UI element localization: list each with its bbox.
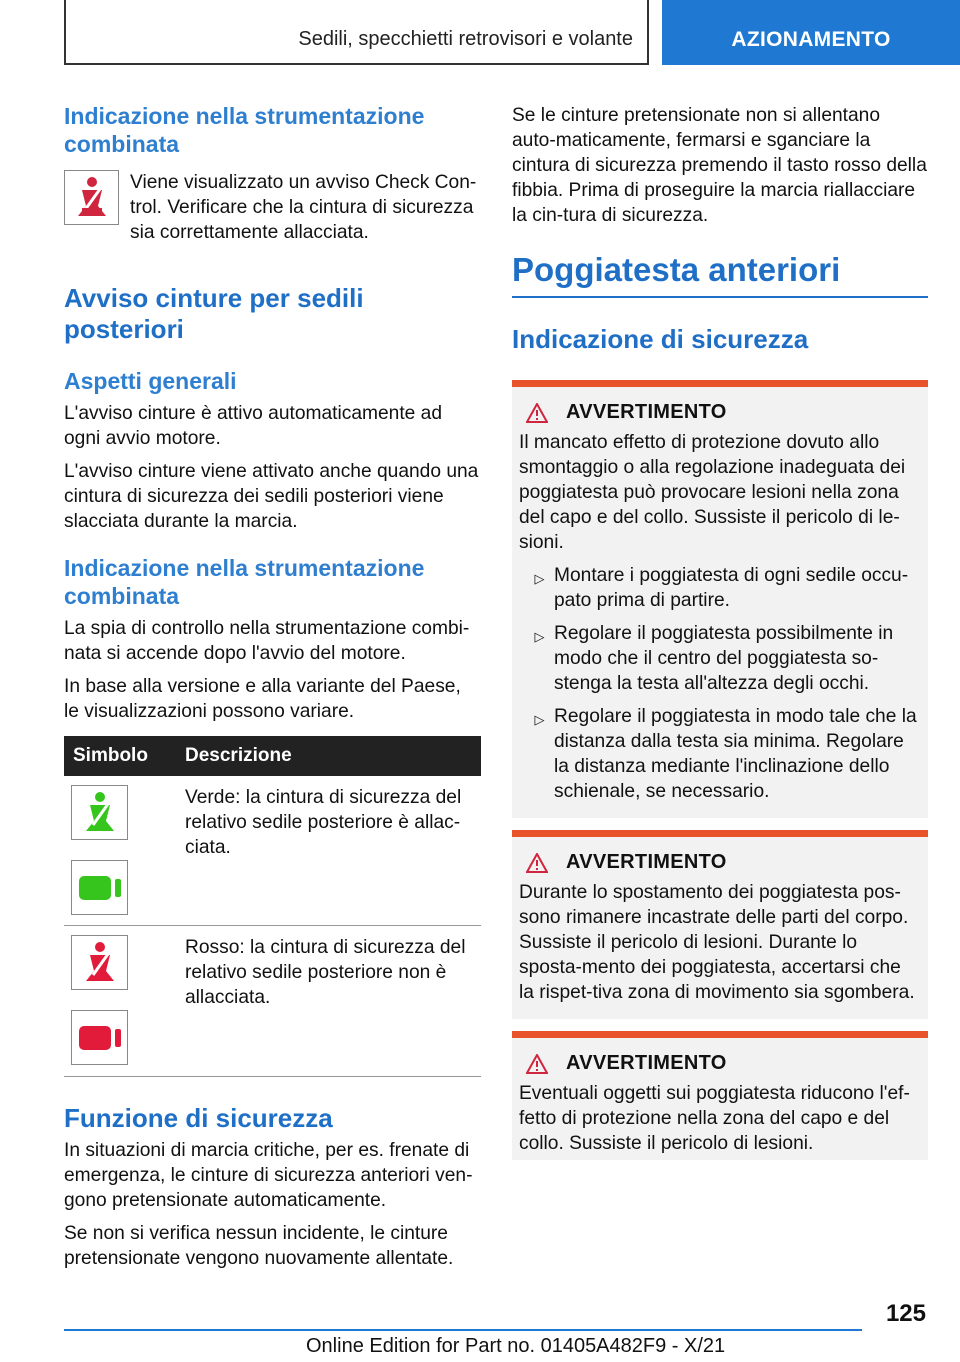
seatbelt-warning-icon — [64, 170, 119, 225]
warning-content — [512, 837, 928, 1019]
page-number: 125 — [885, 1300, 926, 1327]
warning-title-text: AVVERTIMENTO — [566, 401, 727, 423]
footer-edition: Online Edition for Part no. 01405A482F9 - X/21 — [306, 1335, 726, 1357]
warning-box — [512, 380, 928, 818]
paragraph-general-1: L'avviso cinture è attivo automaticamente ad ogni avvio motore. — [64, 403, 443, 449]
description-cell: Verde: la cintura di sicurezza del relativo sedile posteriore è allac-ciata. — [185, 787, 462, 858]
heading-rear-seatbelt-warning: Avviso cinture per sedili posteriori — [64, 283, 364, 344]
paragraph-safety-2: Se non si verifica nessun incidente, le cinture pretensionate vengono nuovamente allentate. — [64, 1223, 454, 1269]
warning-title — [519, 1052, 921, 1075]
paragraph-pretensioner: Se le cinture pretensionate non si allentano auto-maticamente, fermarsi e sganciare la cintura di sicurezza premendo il tasto rosso della fibbia. Prima di proseguire la marcia riallacciare la cin-tura di sicurezza. — [512, 105, 927, 226]
table-row — [64, 776, 481, 926]
warning-triangle-icon — [526, 1054, 548, 1074]
bullet-triangle-icon: ▷ — [534, 712, 545, 727]
warning-title — [519, 401, 921, 424]
header-section-title: Sedili, specchietti retrovisori e volante — [298, 28, 633, 50]
warning-bar — [512, 830, 928, 837]
description-cell: Rosso: la cintura di sicurezza del relativo sedile posteriore non è allacciata. — [185, 937, 466, 1008]
rear-seat-red-icon — [71, 1010, 128, 1065]
warning-text: Durante lo spostamento dei poggiatesta pos-sono rimanere incastrate delle parti del corpo. Sussiste il pericolo di lesioni. Durante lo sposta-mento dei poggiatesta, accertarsi che la rispet-tiva zona di movimento sia sgombera. — [519, 882, 915, 1003]
paragraph-safety-1: In situazioni di marcia critiche, per es. frenate di emergenza, le cinture di sicurezza anteriori ven-gono pretensionate automaticamente. — [64, 1140, 473, 1211]
bullet-triangle-icon: ▷ — [534, 629, 545, 644]
table-header — [64, 736, 481, 776]
warning-text: Il mancato effetto di protezione dovuto allo smontaggio o alla regolazione inadeguata dei poggiatesta può provocare lesioni nella zona del capo e del collo. Sussiste il pericolo di le-sioni. — [519, 432, 906, 553]
list-item-text: Montare i poggiatesta di ogni sedile occu-pato prima di partire. — [554, 565, 909, 611]
list-item — [519, 563, 921, 613]
warning-triangle-icon — [526, 853, 548, 873]
bullet-triangle-icon: ▷ — [534, 571, 545, 586]
list-item-text: Regolare il poggiatesta possibilmente in modo che il centro del poggiatesta so-stenga la testa all'altezza degli occhi. — [554, 623, 894, 694]
warning-bar — [512, 1031, 928, 1038]
symbol-table — [64, 736, 481, 1077]
warning-text: Eventuali oggetti sui poggiatesta riducono l'ef-fetto di protezione nella zona del capo e del collo. Sussiste il pericolo di lesioni. — [519, 1083, 910, 1154]
check-control-row — [64, 170, 481, 245]
warning-title-text: AVVERTIMENTO — [566, 1052, 727, 1074]
paragraph-instrument-2: In base alla versione e alla variante del Paese, le visualizzazioni possono variare. — [64, 676, 461, 722]
list-item — [519, 704, 921, 804]
header-chapter-label: AZIONAMENTO — [731, 28, 891, 51]
symbol-cell — [64, 926, 185, 1076]
right-column — [512, 100, 928, 1160]
list-item-text: Regolare il poggiatesta in modo tale che la distanza dalla testa sia minima. Regolare la distanza mediante l'inclinazione dello schienale, se necessario. — [554, 706, 917, 802]
warning-bar — [512, 380, 928, 387]
heading-safety-note: Indicazione di sicurezza — [512, 324, 809, 354]
warning-content — [512, 387, 928, 818]
heading-instrument-cluster-2: Indicazione nella strumentazione combinata — [64, 555, 425, 609]
warning-box — [512, 830, 928, 1019]
heading-instrument-cluster: Indicazione nella strumentazione combinata — [64, 103, 425, 157]
heading-general-aspects: Aspetti generali — [64, 368, 237, 394]
heading-safety-function: Funzione di sicurezza — [64, 1103, 333, 1133]
paragraph-instrument-1: La spia di controllo nella strumentazione combi-nata si accende dopo l'avvio del motore. — [64, 618, 470, 664]
warning-box — [512, 1031, 928, 1160]
header-section-box — [64, 0, 649, 65]
warning-title-text: AVVERTIMENTO — [566, 851, 727, 873]
list-item — [519, 621, 921, 696]
heading-front-headrests: Poggiatesta anteriori — [512, 251, 841, 288]
warning-title — [519, 851, 921, 874]
warning-triangle-icon — [526, 403, 548, 423]
heading-underline — [512, 296, 928, 298]
symbol-cell — [64, 776, 185, 925]
footer-rule — [64, 1329, 862, 1331]
left-column — [64, 100, 481, 1279]
table-header-symbol: Simbolo — [73, 745, 148, 766]
seatbelt-unfastened-icon — [71, 935, 128, 990]
rear-seat-green-icon — [71, 860, 128, 915]
seatbelt-fastened-icon — [71, 785, 128, 840]
table-row — [64, 926, 481, 1077]
warning-content — [512, 1038, 928, 1160]
header-chapter-tab[interactable] — [662, 0, 960, 65]
table-header-description: Descrizione — [185, 745, 292, 766]
paragraph-general-2: L'avviso cinture viene attivato anche quando una cintura di sicurezza dei sedili posteriori viene slacciata durante la marcia. — [64, 461, 479, 532]
check-control-text: Viene visualizzato un avviso Check Con-trol. Verificare che la cintura di sicurezza sia correttamente allacciata. — [130, 172, 477, 243]
